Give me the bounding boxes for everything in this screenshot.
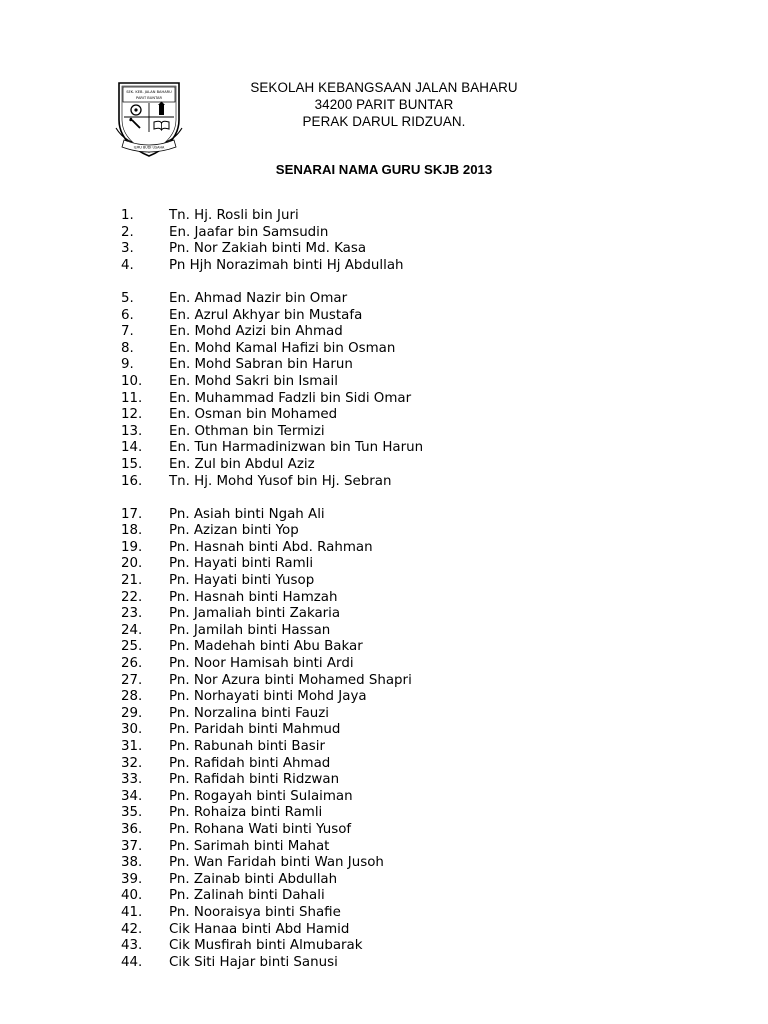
- crest-text-motto: ILMU BUDI USAHA: [133, 145, 165, 150]
- list-item: [0, 324, 768, 341]
- teacher-name: Tn. Hj. Mohd Yusof bin Hj. Sebran: [169, 473, 392, 489]
- list-item: [0, 922, 768, 939]
- list-item: [0, 457, 768, 474]
- teacher-name: Pn. Zainab binti Abdullah: [169, 871, 338, 887]
- list-item-number: 28.: [121, 689, 143, 705]
- list-item: [0, 756, 768, 773]
- list-item-number: 22.: [121, 589, 143, 605]
- teacher-name: Pn. Madehah binti Abu Bakar: [169, 639, 363, 655]
- teacher-name: En. Mohd Kamal Hafizi bin Osman: [169, 340, 396, 356]
- list-item-number: 33.: [121, 772, 143, 788]
- list-item-number: 40.: [121, 888, 143, 904]
- list-item: [0, 590, 768, 607]
- list-item-number: 23.: [121, 606, 143, 622]
- teacher-name: Pn. Rohaiza binti Ramli: [169, 805, 323, 821]
- list-item-number: 34.: [121, 788, 143, 804]
- list-item: [0, 341, 768, 358]
- teacher-name: Pn. Noor Hamisah binti Ardi: [169, 656, 354, 672]
- list-item-number: 44.: [121, 954, 143, 970]
- teacher-name: Pn. Rohana Wati binti Yusof: [169, 821, 352, 837]
- list-item: [0, 407, 768, 424]
- teacher-name: Pn. Rabunah binti Basir: [169, 739, 326, 754]
- list-item: [0, 888, 768, 905]
- list-item-number: 6.: [121, 307, 134, 323]
- teacher-group: [0, 507, 768, 972]
- list-item: [0, 606, 768, 623]
- teacher-name: Pn. Hasnah binti Hamzah: [169, 589, 338, 605]
- list-item-number: 29.: [121, 705, 143, 721]
- teacher-name: Pn. Jamaliah binti Zakaria: [169, 606, 341, 622]
- list-item-number: 8.: [121, 340, 134, 356]
- list-item-number: 10.: [121, 373, 143, 389]
- teacher-name: Pn. Rafidah binti Ahmad: [169, 755, 331, 771]
- list-item-number: 1.: [121, 208, 134, 223]
- teacher-name: Pn. Azizan binti Yop: [169, 523, 299, 539]
- list-item: [0, 424, 768, 441]
- list-item-number: 5.: [121, 290, 134, 306]
- school-crest-icon: [114, 80, 184, 158]
- school-name: SEKOLAH KEBANGSAAN JALAN BAHARU: [250, 80, 518, 95]
- list-item: [0, 291, 768, 308]
- teacher-name: En. Ahmad Nazir bin Omar: [169, 290, 348, 306]
- list-item-number: 7.: [121, 324, 134, 340]
- list-item: [0, 540, 768, 557]
- teacher-name: Pn. Paridah binti Mahmud: [169, 722, 341, 738]
- list-item: [0, 225, 768, 242]
- list-item-number: 32.: [121, 755, 143, 771]
- list-item-number: 41.: [121, 904, 143, 920]
- teacher-name: Pn Hjh Norazimah binti Hj Abdullah: [169, 257, 404, 273]
- crest-text-town: PARIT BUNTAR: [136, 95, 162, 100]
- list-item: [0, 639, 768, 656]
- list-item: [0, 722, 768, 739]
- teacher-name: En. Tun Harmadinizwan bin Tun Harun: [169, 440, 424, 456]
- school-postcode-town: 34200 PARIT BUNTAR: [314, 97, 454, 112]
- list-item-number: 35.: [121, 805, 143, 821]
- teacher-name: En. Muhammad Fadzli bin Sidi Omar: [169, 390, 412, 406]
- list-item: [0, 905, 768, 922]
- list-item: [0, 623, 768, 640]
- list-item-number: 30.: [121, 722, 143, 738]
- list-item-number: 20.: [121, 556, 143, 572]
- list-item-number: 42.: [121, 921, 143, 937]
- list-item-number: 43.: [121, 938, 143, 954]
- list-item: [0, 955, 768, 972]
- teacher-name: En. Azrul Akhyar bin Mustafa: [169, 307, 363, 323]
- list-item: [0, 440, 768, 457]
- list-item: [0, 241, 768, 258]
- list-item-number: 27.: [121, 672, 143, 688]
- list-item: [0, 474, 768, 491]
- list-item: [0, 706, 768, 723]
- list-item-number: 38.: [121, 855, 143, 871]
- list-item: [0, 208, 768, 225]
- list-item-number: 25.: [121, 639, 143, 655]
- list-item-number: 18.: [121, 523, 143, 539]
- teacher-name: Pn. Hayati binti Ramli: [169, 556, 314, 572]
- list-item: [0, 673, 768, 690]
- list-item-number: 3.: [121, 241, 134, 257]
- school-header: [200, 79, 568, 130]
- teacher-group: [0, 208, 768, 274]
- teacher-name: Pn. Norhayati binti Mohd Jaya: [169, 689, 367, 705]
- teacher-name: Pn. Hayati binti Yusop: [169, 573, 315, 589]
- teacher-name: En. Osman bin Mohamed: [169, 407, 338, 423]
- list-item: [0, 507, 768, 524]
- list-item: [0, 391, 768, 408]
- teacher-name: En. Mohd Sabran bin Harun: [169, 357, 353, 373]
- list-item: [0, 855, 768, 872]
- teacher-name: Pn. Sarimah binti Mahat: [169, 838, 330, 854]
- list-item-number: 14.: [121, 440, 143, 456]
- list-item: [0, 556, 768, 573]
- list-item: [0, 789, 768, 806]
- teacher-name: En. Othman bin Termizi: [169, 423, 325, 439]
- list-item: [0, 689, 768, 706]
- list-item-number: 9.: [121, 357, 134, 373]
- list-item: [0, 523, 768, 540]
- teacher-name: Cik Siti Hajar binti Sanusi: [169, 954, 338, 970]
- list-item-number: 39.: [121, 871, 143, 887]
- teacher-name: Cik Hanaa binti Abd Hamid: [169, 921, 350, 937]
- list-item-number: 16.: [121, 473, 143, 489]
- teacher-name: Pn. Zalinah binti Dahali: [169, 888, 325, 904]
- teacher-name: En. Mohd Sakri bin Ismail: [169, 373, 338, 389]
- teacher-name: Pn. Rogayah binti Sulaiman: [169, 788, 353, 804]
- teacher-group: [0, 291, 768, 490]
- teacher-name: En. Mohd Azizi bin Ahmad: [169, 324, 343, 340]
- list-item-number: 12.: [121, 407, 143, 423]
- list-item: [0, 805, 768, 822]
- list-item: [0, 308, 768, 325]
- teacher-name: En. Zul bin Abdul Aziz: [169, 456, 315, 472]
- school-state: PERAK DARUL RIDZUAN.: [302, 114, 466, 129]
- list-item: [0, 573, 768, 590]
- list-item-number: 26.: [121, 656, 143, 672]
- list-item-number: 36.: [121, 821, 143, 837]
- list-item-number: 2.: [121, 224, 134, 240]
- list-item: [0, 938, 768, 955]
- list-item: [0, 822, 768, 839]
- document-title: SENARAI NAMA GURU SKJB 2013: [275, 162, 493, 177]
- teacher-name: Pn. Asiah binti Ngah Ali: [169, 506, 325, 522]
- list-item: [0, 357, 768, 374]
- list-item: [0, 872, 768, 889]
- crest-text-school: SEK. KEB. JALAN BAHARU: [126, 90, 172, 95]
- teacher-name: Cik Musfirah binti Almubarak: [169, 938, 363, 954]
- teacher-name: Pn. Jamilah binti Hassan: [169, 622, 331, 638]
- list-item-number: 24.: [121, 622, 143, 638]
- list-item-number: 19.: [121, 539, 143, 555]
- teacher-name: En. Jaafar bin Samsudin: [169, 224, 329, 240]
- list-item-number: 31.: [121, 739, 143, 754]
- list-item: [0, 656, 768, 673]
- teacher-name: Pn. Rafidah binti Ridzwan: [169, 772, 340, 788]
- list-item: [0, 739, 768, 756]
- list-item-number: 11.: [121, 390, 143, 406]
- teacher-name: Pn. Nor Azura binti Mohamed Shapri: [169, 672, 412, 688]
- list-item-number: 17.: [121, 506, 143, 522]
- list-item-number: 37.: [121, 838, 143, 854]
- list-item: [0, 839, 768, 856]
- teacher-list: [0, 208, 768, 971]
- list-item-number: 15.: [121, 456, 143, 472]
- list-item-number: 4.: [121, 257, 134, 273]
- teacher-name: Tn. Hj. Rosli bin Juri: [169, 208, 299, 223]
- list-item: [0, 772, 768, 789]
- teacher-name: Pn. Norzalina binti Fauzi: [169, 705, 330, 721]
- list-item-number: 21.: [121, 573, 143, 589]
- list-item: [0, 374, 768, 391]
- teacher-name: Pn. Nor Zakiah binti Md. Kasa: [169, 241, 367, 257]
- list-item-number: 13.: [121, 423, 143, 439]
- teacher-name: Pn. Hasnah binti Abd. Rahman: [169, 539, 373, 555]
- teacher-name: Pn. Wan Faridah binti Wan Jusoh: [169, 855, 384, 871]
- list-item: [0, 258, 768, 275]
- teacher-name: Pn. Nooraisya binti Shafie: [169, 904, 341, 920]
